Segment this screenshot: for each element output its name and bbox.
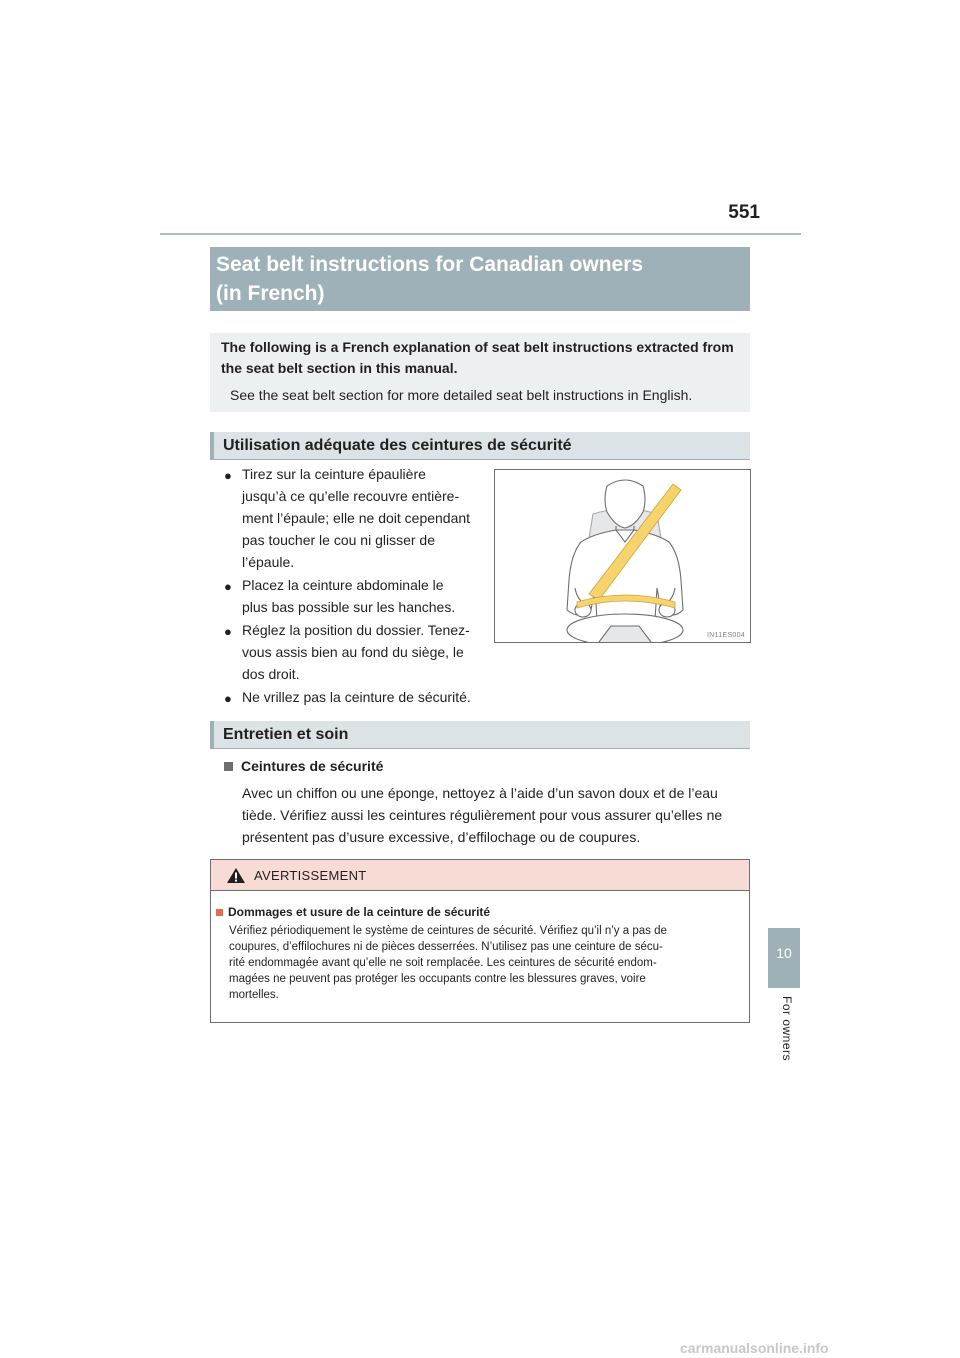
- bullet-3-line-3: dos droit.: [242, 666, 300, 682]
- header-rule: [160, 233, 801, 235]
- warning-label: AVERTISSEMENT: [254, 868, 367, 883]
- care-subheading: [224, 758, 383, 774]
- intro-box: [210, 333, 750, 412]
- warning-title-text: Dommages et usure de la ceinture de sécurité: [228, 905, 491, 919]
- bullet-marker: ●: [224, 624, 232, 639]
- subheading-bar: [210, 432, 214, 459]
- subheading-bar: [210, 721, 214, 748]
- warning-title: [216, 905, 490, 919]
- warning-box: [210, 859, 750, 1023]
- warning-line-1: Vérifiez périodiquement le système de ceintures de sécurité. Vérifiez qu’il n’y a pas de: [229, 925, 667, 937]
- page-title-line-1: Seat belt instructions for Canadian owners: [216, 253, 644, 276]
- page-title-line-2: (in French): [216, 282, 325, 305]
- bullet-1-line-1: Tirez sur la ceinture épaulière: [242, 466, 426, 482]
- warning-line-5: mortelles.: [229, 989, 279, 1001]
- bullet-4-line-1: Ne vrillez pas la ceinture de sécurité.: [242, 689, 471, 705]
- bullet-3-line-1: Réglez la position du dossier. Tenez-: [242, 622, 470, 638]
- care-line-1: Avec un chiffon ou une éponge, nettoyez à l’aide d’un savon doux et de l’eau: [242, 785, 718, 801]
- figure-code: IN11ES004: [707, 632, 745, 639]
- driver-seat-belt-drawing: [495, 470, 750, 642]
- bullet-marker: ●: [224, 579, 232, 594]
- subheading-usage-text: Utilisation adéquate des ceintures de sécurité: [223, 437, 572, 454]
- footer-site-watermark: carmanualsonline.info: [680, 1340, 829, 1356]
- warning-triangle-icon: [226, 867, 246, 884]
- bullet-1-line-4: pas toucher le cou ni glisser de: [242, 532, 435, 548]
- warning-line-4: magées ne peuvent pas protéger les occupants contre les blessures graves, voire: [229, 973, 646, 985]
- bullet-2-line-2: plus bas possible sur les hanches.: [242, 599, 456, 615]
- bullet-marker: ●: [224, 691, 232, 706]
- bullet-1-line-2: jusqu’à ce qu’elle recouvre entière-: [242, 488, 460, 504]
- section-title-band: [210, 247, 750, 311]
- intro-line-1: The following is a French explanation of seat belt instructions extracted from: [221, 339, 734, 355]
- care-line-2: tiède. Vérifiez aussi les ceintures régulièrement pour vous assurer qu’elles ne: [242, 807, 723, 823]
- intro-line-2: the seat belt section in this manual.: [221, 360, 458, 376]
- subheading-care-text: Entretien et soin: [223, 726, 349, 743]
- chapter-number: 10: [776, 945, 792, 961]
- bullet-3-line-2: vous assis bien au fond du siège, le: [242, 644, 464, 660]
- care-line-3: présentent pas d’usure excessive, d’effilochage ou de coupures.: [242, 829, 641, 845]
- warning-header: [211, 860, 749, 891]
- square-marker-icon: [224, 762, 233, 771]
- page-number: 551: [728, 202, 760, 223]
- warning-line-3: rité endommagée avant qu’elle ne soit remplacée. Les ceintures de sécurité endom-: [229, 957, 657, 969]
- seat-belt-illustration: [494, 469, 751, 643]
- warning-line-2: coupures, d’effilochures ni de pièces desserrées. N’utilisez pas une ceinture de sécu-: [229, 941, 663, 953]
- chapter-tab: [768, 928, 800, 988]
- bullet-1-line-3: ment l’épaule; elle ne doit cependant: [242, 510, 471, 526]
- bullet-marker: ●: [224, 468, 232, 483]
- square-marker-icon: [216, 909, 223, 916]
- chapter-label: For owners: [780, 996, 794, 1062]
- bullet-2-line-1: Placez la ceinture abdominale le: [242, 577, 444, 593]
- care-subheading-text: Ceintures de sécurité: [241, 758, 384, 774]
- subheading-usage: [210, 432, 750, 460]
- bullet-1-line-5: l’épaule.: [242, 554, 295, 570]
- intro-line-3: See the seat belt section for more detailed seat belt instructions in English.: [230, 387, 693, 403]
- subheading-care: [210, 721, 750, 749]
